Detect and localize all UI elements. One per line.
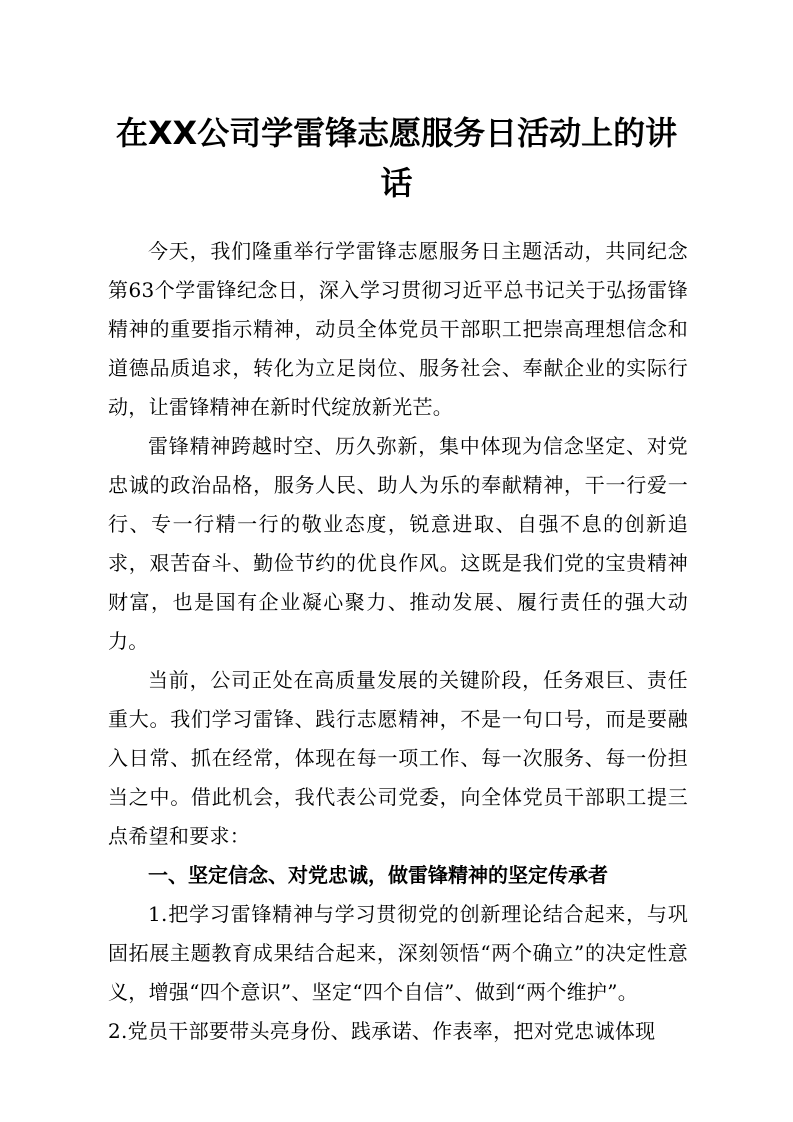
paragraph-current-situation: 当前，公司正处在高质量发展的关键阶段，任务艰巨、责任重大。我们学习雷锋、践行志愿精神，不是一句口号，而是要融入日常、抓在经常，体现在每一项工作、每一次服务、每一份担当之中。借此机会，我代表公司党委，向全体党员干部职工提三点希望和要求： bbox=[108, 668, 688, 848]
document-body bbox=[108, 232, 688, 1051]
section-heading-1: 一、坚定信念、对党忠诚，做雷锋精神的坚定传承者 bbox=[148, 863, 608, 887]
point-1: 1.把学习雷锋精神与学习贯彻党的创新理论结合起来，与巩固拓展主题教育成果结合起来，深刻领悟“两个确立”的决定性意义，增强“四个意识”、坚定“四个自信”、做到“两个维护”。 bbox=[108, 902, 688, 1004]
point-2: 2.党员干部要带头亮身份、践承诺、作表率，把对党忠诚体现 bbox=[108, 1019, 656, 1043]
paragraph-lei-feng-spirit: 雷锋精神跨越时空、历久弥新，集中体现为信念坚定、对党忠诚的政治品格，服务人民、助人为乐的奉献精神，干一行爱一行、专一行精一行的敬业态度，锐意进取、自强不息的创新追求，艰苦奋斗、勤俭节约的优良作风。这既是我们党的宝贵精神财富，也是国有企业凝心聚力、推动发展、履行责任的强大动力。 bbox=[108, 434, 688, 653]
paragraph-opening: 今天，我们隆重举行学雷锋志愿服务日主题活动，共同纪念第63个学雷锋纪念日，深入学习贯彻习近平总书记关于弘扬雷锋精神的重要指示精神，动员全体党员干部职工把崇高理想信念和道德品质追求，转化为立足岗位、服务社会、奉献企业的实际行动，让雷锋精神在新时代绽放新光芒。 bbox=[108, 239, 688, 419]
document-title: 在XX公司学雷锋志愿服务日活动上的讲话 bbox=[115, 114, 678, 202]
